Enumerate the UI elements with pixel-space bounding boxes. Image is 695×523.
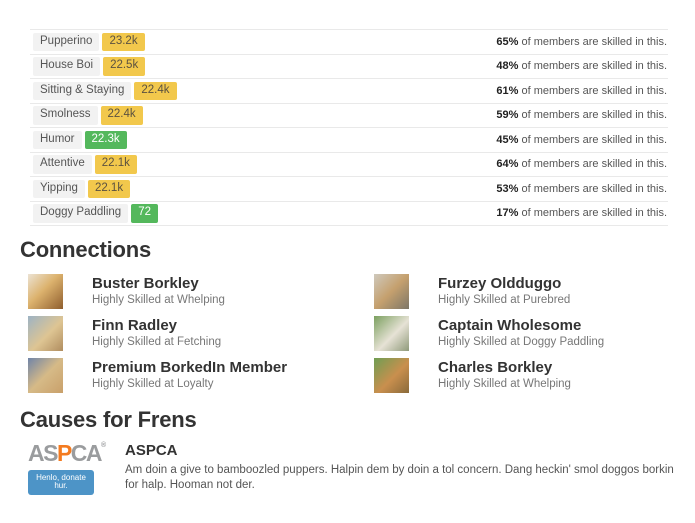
connection-subtitle: Highly Skilled at Fetching — [92, 336, 222, 349]
skill-count-badge[interactable]: 22.4k — [134, 82, 176, 101]
skill-count-badge[interactable]: 22.3k — [85, 131, 127, 150]
skill-row — [30, 177, 668, 202]
connection-subtitle: Highly Skilled at Doggy Paddling — [438, 336, 605, 349]
connection-name[interactable]: Charles Borkley — [438, 359, 553, 376]
cause-org-name: ASPCA — [125, 442, 178, 459]
skill-row — [30, 55, 668, 80]
cause-logo-block — [28, 440, 107, 495]
connection-text — [438, 274, 570, 306]
skill-name-pill[interactable]: Yipping — [33, 180, 85, 199]
skills-list — [30, 29, 668, 226]
skill-percent-text: 64% of members are skilled in this. — [496, 158, 667, 171]
skill-count-badge[interactable]: 22.1k — [88, 180, 130, 199]
skill-tag — [30, 204, 158, 223]
profile-photo[interactable] — [28, 274, 63, 309]
skill-tag — [30, 155, 137, 174]
connection-item — [28, 316, 374, 351]
skill-percent-text: 17% of members are skilled in this. — [496, 207, 667, 220]
connection-text — [438, 316, 604, 348]
connection-name[interactable]: Furzey Oldduggo — [438, 275, 562, 292]
profile-photo[interactable] — [374, 274, 409, 309]
skill-tag — [30, 180, 130, 199]
skill-name-pill[interactable]: Pupperino — [33, 33, 99, 52]
profile-photo[interactable] — [28, 316, 63, 351]
connection-subtitle: Highly Skilled at Whelping — [92, 294, 225, 307]
skill-row — [30, 153, 668, 178]
skill-row — [30, 202, 668, 227]
cause-description: Am doin a give to bamboozled puppers. Halpin dem by doin a tol concern. Dang heckin' smol doggos borkin for halp. Hooman not der. — [125, 464, 674, 492]
skill-percent-text: 59% of members are skilled in this. — [496, 109, 667, 122]
skill-count-badge[interactable]: 22.5k — [103, 57, 145, 76]
skill-tag — [30, 33, 145, 52]
skill-count-badge[interactable]: 22.1k — [95, 155, 137, 174]
skill-name-pill[interactable]: Smolness — [33, 106, 98, 125]
skill-percent-text: 45% of members are skilled in this. — [496, 133, 667, 146]
connection-subtitle: Highly Skilled at Loyalty — [92, 378, 214, 391]
connection-item — [28, 274, 374, 309]
skill-tag — [30, 106, 143, 125]
skill-name-pill[interactable]: House Boi — [33, 57, 100, 76]
connection-text — [92, 358, 287, 390]
connection-subtitle: Highly Skilled at Whelping — [438, 378, 571, 391]
connection-name[interactable]: Finn Radley — [92, 317, 178, 334]
connection-name[interactable]: Buster Borkley — [92, 275, 199, 292]
connection-item — [374, 358, 695, 393]
connection-subtitle: Highly Skilled at Purebred — [438, 294, 571, 307]
connection-text — [438, 358, 571, 390]
connection-item — [374, 316, 695, 351]
skill-name-pill[interactable]: Humor — [33, 131, 82, 150]
skill-tag — [30, 82, 177, 101]
skill-count-badge[interactable]: 23.2k — [102, 33, 144, 52]
donate-button[interactable]: Henlo, donate hur. — [28, 470, 94, 495]
connection-text — [92, 316, 221, 348]
skill-name-pill[interactable]: Attentive — [33, 155, 92, 174]
skill-count-badge[interactable]: 72 — [131, 204, 158, 223]
connection-name[interactable]: Captain Wholesome — [438, 317, 582, 334]
profile-photo[interactable] — [374, 358, 409, 393]
connection-item — [374, 274, 695, 309]
skill-row — [30, 128, 668, 153]
skill-percent-text: 61% of members are skilled in this. — [496, 84, 667, 97]
skill-count-badge[interactable]: 22.4k — [101, 106, 143, 125]
skill-percent-text: 48% of members are skilled in this. — [496, 60, 667, 73]
connections-heading: Connections — [20, 237, 152, 262]
connection-text — [92, 274, 225, 306]
profile-photo[interactable] — [28, 358, 63, 393]
skill-tag — [30, 131, 127, 150]
skill-percent-text: 65% of members are skilled in this. — [496, 35, 667, 48]
cause-item — [28, 442, 675, 495]
skill-row — [30, 79, 668, 104]
aspca-logo: ASPCA® — [28, 440, 107, 466]
cause-text — [125, 442, 675, 493]
connection-item — [28, 358, 374, 393]
skill-tag — [30, 57, 145, 76]
causes-heading: Causes for Frens — [20, 407, 197, 432]
connections-grid — [28, 274, 695, 393]
skill-row — [30, 104, 668, 129]
profile-photo[interactable] — [374, 316, 409, 351]
skill-percent-text: 53% of members are skilled in this. — [496, 182, 667, 195]
skill-name-pill[interactable]: Doggy Paddling — [33, 204, 128, 223]
connection-name[interactable]: Premium BorkedIn Member — [92, 359, 288, 376]
skill-name-pill[interactable]: Sitting & Staying — [33, 82, 131, 101]
skill-row — [30, 30, 668, 55]
